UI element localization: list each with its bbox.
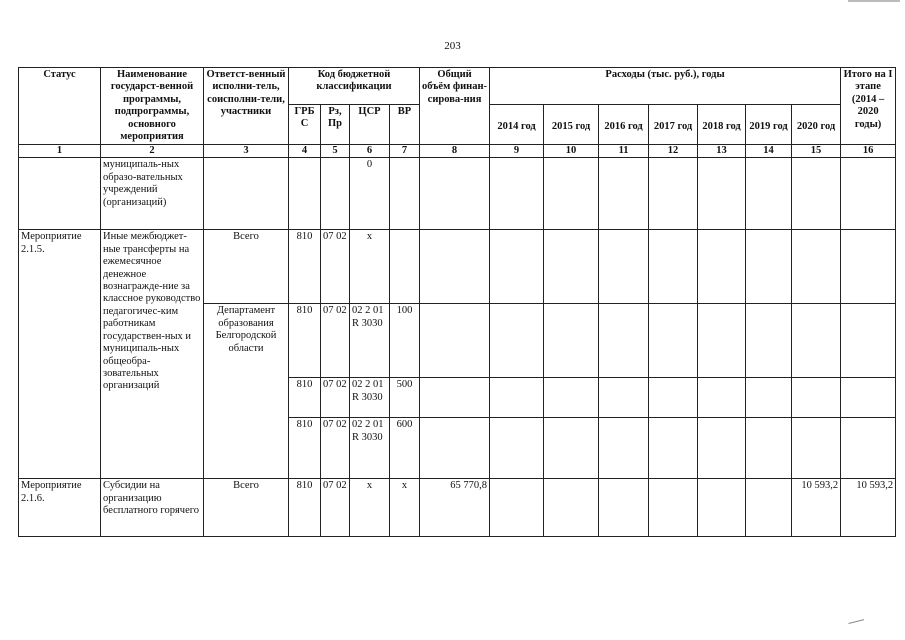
header-year: 2017 год bbox=[649, 104, 698, 144]
rzpr-cell: 07 02 bbox=[321, 479, 350, 537]
executor-cell bbox=[204, 158, 289, 230]
column-number: 4 bbox=[289, 145, 321, 158]
column-number: 11 bbox=[599, 145, 649, 158]
executor-cell: Всего bbox=[204, 230, 289, 304]
header-year: 2020 год bbox=[792, 104, 841, 144]
csr-cell: 02 2 01 R 3030 bbox=[350, 418, 390, 479]
table-row bbox=[19, 230, 896, 304]
rzpr-cell: 07 02 bbox=[321, 230, 350, 304]
header-grbs: ГРБ С bbox=[289, 104, 321, 144]
header-row-1 bbox=[19, 68, 896, 105]
itogo-cell: 10 593,2 bbox=[841, 479, 896, 537]
csr-cell: х bbox=[350, 230, 390, 304]
status-cell: Мероприятие 2.1.5. bbox=[19, 230, 101, 479]
column-number: 7 bbox=[390, 145, 420, 158]
header-year: 2019 год bbox=[746, 104, 792, 144]
column-number: 12 bbox=[649, 145, 698, 158]
name-cell: Субсидии на организацию бесплатного горячего bbox=[101, 479, 204, 537]
csr-cell: 02 2 01 R 3030 bbox=[350, 304, 390, 378]
rzpr-cell: 07 02 bbox=[321, 418, 350, 479]
page-number: 203 bbox=[444, 40, 461, 52]
column-number: 14 bbox=[746, 145, 792, 158]
column-number: 10 bbox=[544, 145, 599, 158]
header-year: 2014 год bbox=[490, 104, 544, 144]
total-financing-cell: 65 770,8 bbox=[420, 479, 490, 537]
name-cell: Иные межбюджет-ные трансферты на ежемесячное денежное вознагражде-ние за классное руководство педагогичес-ким работникам государствен-ных и муниципаль-ных общеобра-зовательных организаций bbox=[101, 230, 204, 479]
vr-cell bbox=[390, 230, 420, 304]
column-number-row bbox=[19, 145, 896, 158]
executor-cell: Департамент образования Белгородской области bbox=[204, 304, 289, 479]
column-number: 16 bbox=[841, 145, 896, 158]
header-expenses: Расходы (тыс. руб.), годы bbox=[490, 68, 841, 105]
column-number: 6 bbox=[350, 145, 390, 158]
column-number: 13 bbox=[698, 145, 746, 158]
column-number: 3 bbox=[204, 145, 289, 158]
column-number: 15 bbox=[792, 145, 841, 158]
column-number: 1 bbox=[19, 145, 101, 158]
corner-pen-mark bbox=[848, 619, 865, 630]
column-number: 5 bbox=[321, 145, 350, 158]
csr-cell: 0 bbox=[350, 158, 390, 230]
top-edge-line bbox=[848, 0, 900, 2]
status-cell: Мероприятие 2.1.6. bbox=[19, 479, 101, 537]
header-budget-code: Код бюджетной классификации bbox=[289, 68, 420, 105]
header-year: 2018 год bbox=[698, 104, 746, 144]
vr-cell: 500 bbox=[390, 378, 420, 418]
header-year: 2015 год bbox=[544, 104, 599, 144]
column-number: 9 bbox=[490, 145, 544, 158]
column-number: 2 bbox=[101, 145, 204, 158]
column-number: 8 bbox=[420, 145, 490, 158]
budget-table bbox=[18, 67, 896, 537]
grbs-cell: 810 bbox=[289, 230, 321, 304]
year-2020-cell: 10 593,2 bbox=[792, 479, 841, 537]
header-executor: Ответст-венный исполни-тель, соисполни-тели, участники bbox=[204, 68, 289, 145]
header-itogo: Итого на I этапе (2014 – 2020 годы) bbox=[841, 68, 896, 145]
header-rzpr: Рз, Пр bbox=[321, 104, 350, 144]
header-csr: ЦСР bbox=[350, 104, 390, 144]
rzpr-cell: 07 02 bbox=[321, 304, 350, 378]
grbs-cell: 810 bbox=[289, 378, 321, 418]
grbs-cell: 810 bbox=[289, 304, 321, 378]
grbs-cell: 810 bbox=[289, 418, 321, 479]
vr-cell: 100 bbox=[390, 304, 420, 378]
vr-cell: х bbox=[390, 479, 420, 537]
vr-cell: 600 bbox=[390, 418, 420, 479]
status-cell bbox=[19, 158, 101, 230]
header-year: 2016 год bbox=[599, 104, 649, 144]
header-status: Статус bbox=[19, 68, 101, 145]
table-row bbox=[19, 479, 896, 537]
csr-cell: 02 2 01 R 3030 bbox=[350, 378, 390, 418]
header-vr: ВР bbox=[390, 104, 420, 144]
name-cell: муниципаль-ных образо-вательных учреждений (организаций) bbox=[101, 158, 204, 230]
header-total-financing: Общий объём финан-сирова-ния bbox=[420, 68, 490, 145]
executor-cell: Всего bbox=[204, 479, 289, 537]
csr-cell: х bbox=[350, 479, 390, 537]
rzpr-cell: 07 02 bbox=[321, 378, 350, 418]
table-row bbox=[19, 158, 896, 230]
grbs-cell: 810 bbox=[289, 479, 321, 537]
header-name: Наименование государст-венной программы, подпрограммы, основного мероприятия bbox=[101, 68, 204, 145]
